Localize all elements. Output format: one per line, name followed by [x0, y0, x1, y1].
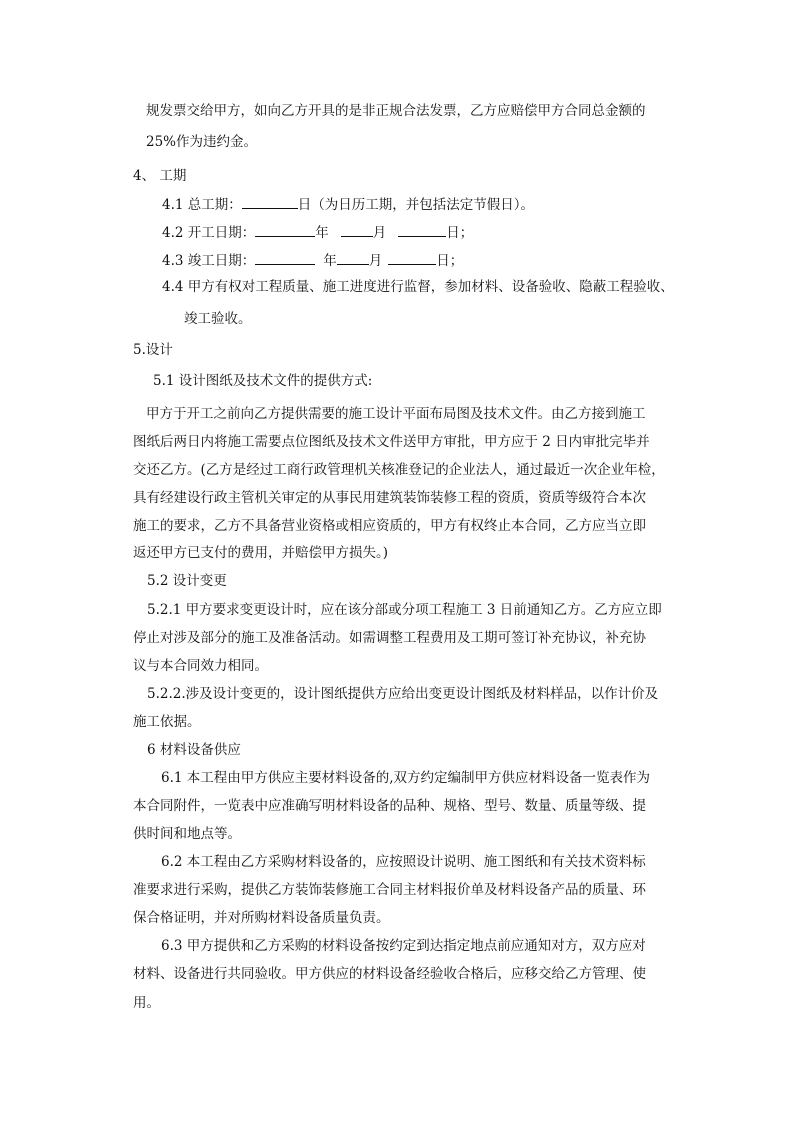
subsection-heading: 5.2 设计变更 [147, 573, 227, 589]
clause-label: 4.3 竣工日期： [162, 253, 256, 269]
section-heading: 5.设计 [133, 342, 173, 358]
text-line: 图纸后两日内将施工需要点位图纸及技术文件送甲方审批，甲方应于 2 日内审批完毕并 [133, 434, 650, 450]
text-line: 本合同附件，一览表中应准确写明材料设备的品种、规格、型号、数量、质量等级、提 [133, 798, 646, 814]
blank-field [255, 222, 315, 237]
text-line: 5.2.1 甲方要求变更设计时，应在该分部或分项工程施工 3 日前通知乙方。乙方应立即 [147, 602, 662, 618]
text-line: 交还乙方。(乙方是经过工商行政管理机关核准登记的企业法人，通过最近一次企业年检， [133, 462, 665, 478]
text-line: 施工依据。 [133, 714, 201, 730]
unit-year: 年 [315, 225, 329, 241]
blank-field [242, 194, 298, 209]
clause-label: 4.2 开工日期： [162, 225, 256, 241]
unit-day: 日； [436, 253, 464, 269]
blank-field [341, 222, 373, 237]
clause-text: 日（为日历工期，并包括法定节假日）。 [297, 197, 535, 213]
text-line: 甲方于开工之前向乙方提供需要的施工设计平面布局图及技术文件。由乙方接到施工 [146, 406, 646, 422]
text-line: 5.2.2.涉及设计变更的，设计图纸提供方应给出变更设计图纸及材料样品，以作计价及 [147, 686, 659, 702]
text-line: 返还甲方已支付的费用，并赔偿甲方损失。) [133, 545, 389, 561]
unit-year: 年 [323, 253, 337, 269]
unit-month: 月 [368, 253, 383, 269]
blank-field [398, 222, 446, 237]
text-line: 施工的要求，乙方不具备营业资格或相应资质的，甲方有权终止本合同，乙方应当立即 [133, 518, 646, 534]
text-line: 6.3 甲方提供和乙方采购的材料设备按约定到达指定地点前应通知对方，双方应对 [161, 938, 646, 954]
text-line: 规发票交给甲方，如向乙方开具的是非正规合法发票，乙方应赔偿甲方合同总金额的 [146, 103, 646, 119]
subsection-heading: 5.1 设计图纸及技术文件的提供方式: [153, 373, 373, 389]
text-line: 停止对涉及部分的施工及准备活动。如需调整工程费用及工期可签订补充协议，补充协 [133, 630, 646, 646]
text-line: 用。 [133, 995, 160, 1011]
text-line: 具有经建设行政主管机关审定的从事民用建筑装饰装修工程的资质，资质等级符合本次 [133, 490, 646, 506]
blank-field [337, 250, 369, 265]
text-line: 保合格证明，并对所购材料设备质量负责。 [133, 910, 390, 926]
text-line: 供时间和地点等。 [133, 826, 241, 842]
text-line: 准要求进行采购，提供乙方装饰装修施工合同主材料报价单及材料设备产品的质量、环 [133, 882, 646, 898]
text-line: 25%作为违约金。 [146, 134, 258, 150]
text-line: 4.4 甲方有权对工程质量、施工进度进行监督，参加材料、设备验收、隐蔽工程验收、 [162, 279, 674, 295]
text-line: 竣工验收。 [184, 311, 252, 327]
clause-4-2 [162, 222, 473, 243]
clause-label: 4.1 总工期： [162, 197, 242, 213]
text-line: 材料、设备进行共同验收。甲方供应的材料设备经验收合格后，应移交给乙方管理、使 [133, 966, 646, 982]
text-line: 6.2 本工程由乙方采购材料设备的，应按照设计说明、施工图纸和有关技术资料标 [161, 854, 646, 870]
unit-month: 月 [372, 225, 387, 241]
blank-field [388, 250, 436, 265]
clause-4-3 [162, 250, 463, 271]
unit-day: 日； [446, 225, 474, 241]
text-line: 6.1 本工程由甲方供应主要材料设备的,双方约定编制甲方供应材料设备一览表作为 [161, 770, 651, 786]
text-line: 议与本合同效力相同。 [133, 658, 268, 674]
section-heading: 6 材料设备供应 [147, 742, 241, 758]
blank-field [255, 250, 315, 265]
section-heading: 4、 工期 [133, 168, 187, 184]
clause-4-1 [162, 194, 534, 215]
